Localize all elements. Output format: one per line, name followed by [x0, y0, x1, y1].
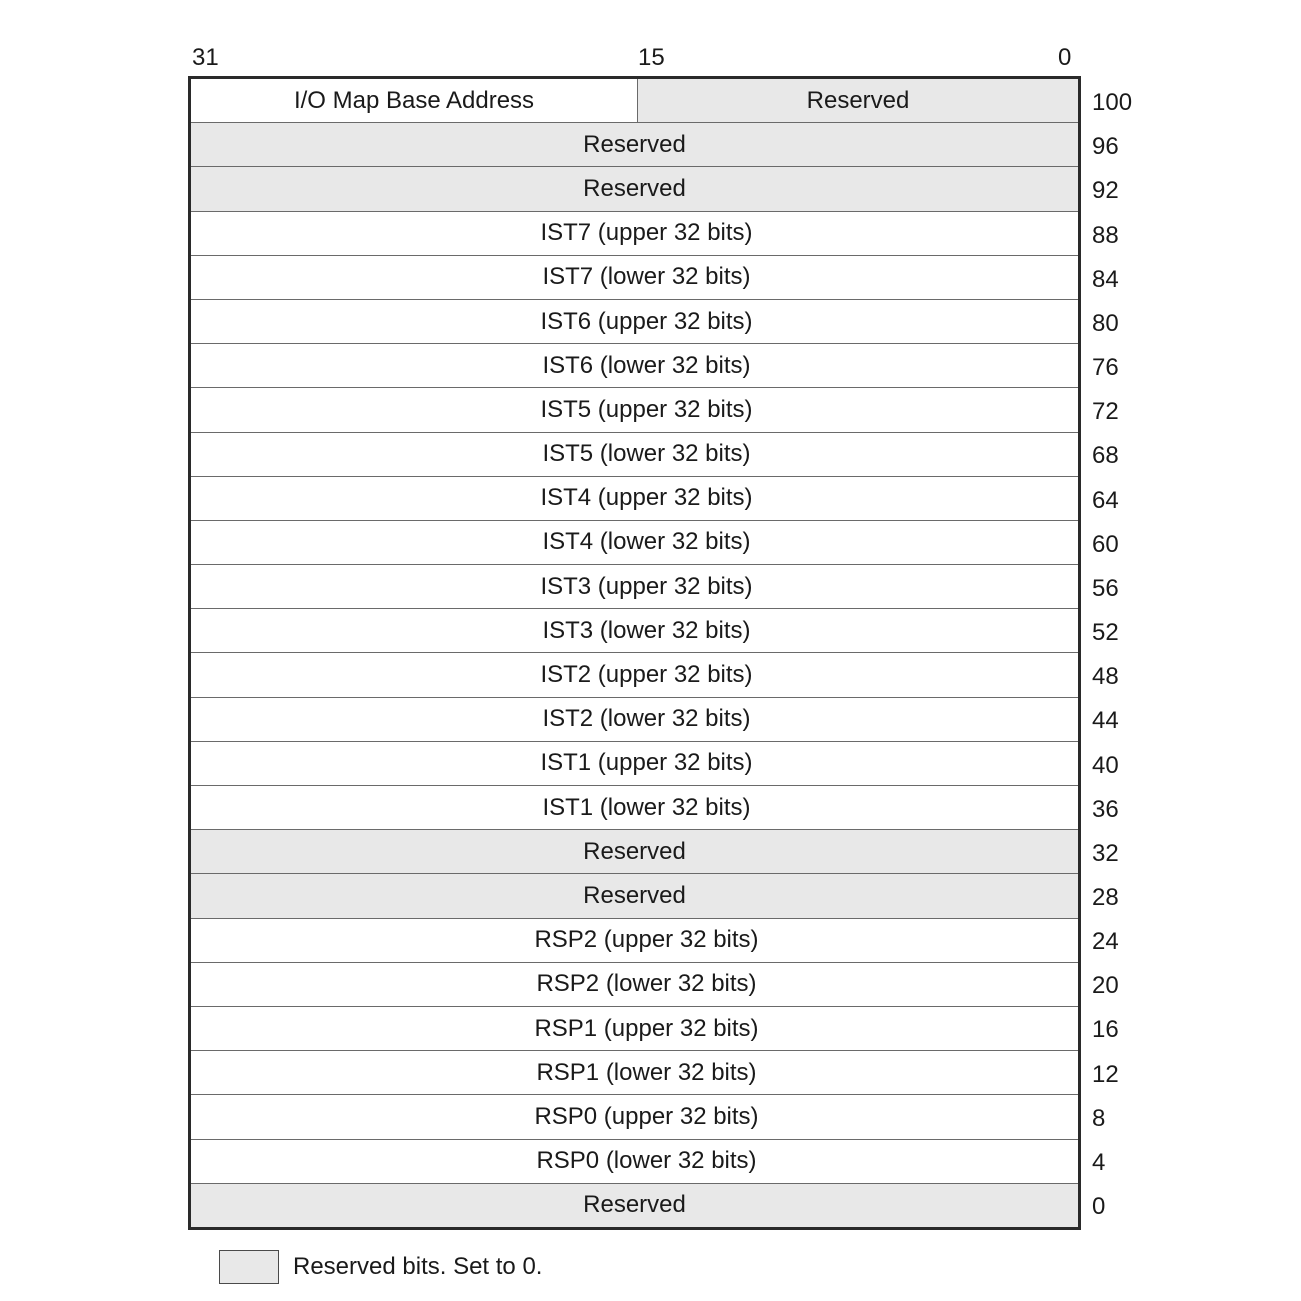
- byte-offset-label: 76: [1092, 354, 1119, 382]
- tss-row: [191, 211, 1078, 255]
- bit-label-15: 15: [638, 44, 665, 71]
- tss-row: [191, 608, 1078, 652]
- byte-offset-label: 8: [1092, 1104, 1106, 1132]
- byte-offset-label: 28: [1092, 883, 1119, 911]
- tss-field: RSP0 (upper 32 bits): [534, 1102, 759, 1130]
- reserved-field: Reserved: [191, 1184, 1078, 1227]
- reserved-field: Reserved: [191, 830, 1078, 873]
- tss-field: IST4 (lower 32 bits): [542, 528, 751, 556]
- tss-field: RSP1 (upper 32 bits): [534, 1014, 759, 1042]
- byte-offset-label: 68: [1092, 442, 1119, 470]
- tss-row: [191, 387, 1078, 431]
- tss-row: [191, 343, 1078, 387]
- tss-row: [191, 564, 1078, 608]
- reserved-swatch: [219, 1250, 279, 1284]
- tss-row: [191, 785, 1078, 829]
- tss-row: [191, 166, 1078, 210]
- byte-offset-label: 64: [1092, 486, 1119, 514]
- tss-layout-table: [188, 76, 1081, 1230]
- tss-field: IST2 (upper 32 bits): [540, 661, 753, 689]
- byte-offset-label: 96: [1092, 133, 1119, 161]
- byte-offset-label: 44: [1092, 707, 1119, 735]
- tss-field: IST7 (upper 32 bits): [540, 219, 753, 247]
- legend-text: Reserved bits. Set to 0.: [293, 1253, 543, 1280]
- tss-row: [191, 122, 1078, 166]
- reserved-field: Reserved: [191, 167, 1078, 210]
- tss-row: [191, 652, 1078, 696]
- tss-row: [191, 1139, 1078, 1183]
- byte-offset-label: 4: [1092, 1148, 1106, 1176]
- tss-field: IST4 (upper 32 bits): [540, 484, 753, 512]
- byte-offset-label: 24: [1092, 928, 1119, 956]
- tss-row: [191, 741, 1078, 785]
- tss-row: [191, 520, 1078, 564]
- tss-row: [191, 1183, 1078, 1227]
- byte-offset-label: 60: [1092, 530, 1119, 558]
- tss-row: [191, 1006, 1078, 1050]
- tss-row: [191, 918, 1078, 962]
- tss-field: IST1 (lower 32 bits): [542, 793, 751, 821]
- tss-row: [191, 1050, 1078, 1094]
- tss-field: IST3 (lower 32 bits): [542, 616, 751, 644]
- tss-field: IST5 (upper 32 bits): [540, 395, 753, 423]
- tss-row: [191, 79, 1078, 122]
- byte-offset-label: 36: [1092, 795, 1119, 823]
- tss-field: RSP2 (upper 32 bits): [534, 926, 759, 954]
- reserved-field: Reserved: [191, 874, 1078, 917]
- tss-row: [191, 962, 1078, 1006]
- tss-row: [191, 255, 1078, 299]
- tss-row: [191, 299, 1078, 343]
- byte-offset-label: 16: [1092, 1016, 1119, 1044]
- tss-field: RSP2 (lower 32 bits): [536, 970, 757, 998]
- tss-field: IST1 (upper 32 bits): [540, 749, 753, 777]
- reserved-field: Reserved: [191, 123, 1078, 166]
- byte-offset-label: 52: [1092, 619, 1119, 647]
- byte-offset-label: 92: [1092, 177, 1119, 205]
- byte-offset-label: 72: [1092, 398, 1119, 426]
- byte-offset-label: 80: [1092, 309, 1119, 337]
- byte-offset-label: 100: [1092, 89, 1133, 117]
- byte-offset-label: 20: [1092, 972, 1119, 1000]
- byte-offset-label: 88: [1092, 221, 1119, 249]
- legend: [219, 1250, 542, 1284]
- bit-label-31: 31: [192, 44, 219, 71]
- tss-row: [191, 873, 1078, 917]
- tss-row: [191, 1094, 1078, 1138]
- reserved-field: Reserved: [638, 79, 1078, 122]
- tss-row: [191, 697, 1078, 741]
- byte-offset-label: 40: [1092, 751, 1119, 779]
- tss-field: IST6 (lower 32 bits): [542, 351, 751, 379]
- tss-row: [191, 476, 1078, 520]
- bit-label-0: 0: [1058, 44, 1072, 71]
- tss-field: IST6 (upper 32 bits): [540, 307, 753, 335]
- tss-field: RSP1 (lower 32 bits): [536, 1058, 757, 1086]
- tss-row: [191, 829, 1078, 873]
- tss-field: IST7 (lower 32 bits): [542, 263, 751, 291]
- byte-offset-label: 32: [1092, 839, 1119, 867]
- tss-row: [191, 432, 1078, 476]
- byte-offset-label: 48: [1092, 663, 1119, 691]
- tss-field: I/O Map Base Address: [191, 79, 638, 122]
- byte-offset-label: 12: [1092, 1060, 1119, 1088]
- tss-field: IST2 (lower 32 bits): [542, 705, 751, 733]
- tss-field: RSP0 (lower 32 bits): [536, 1147, 757, 1175]
- byte-offset-label: 0: [1092, 1193, 1106, 1221]
- byte-offset-column: [1092, 79, 1172, 1227]
- tss-field: IST3 (upper 32 bits): [540, 572, 753, 600]
- tss-field: IST5 (lower 32 bits): [542, 440, 751, 468]
- byte-offset-label: 56: [1092, 574, 1119, 602]
- byte-offset-label: 84: [1092, 265, 1119, 293]
